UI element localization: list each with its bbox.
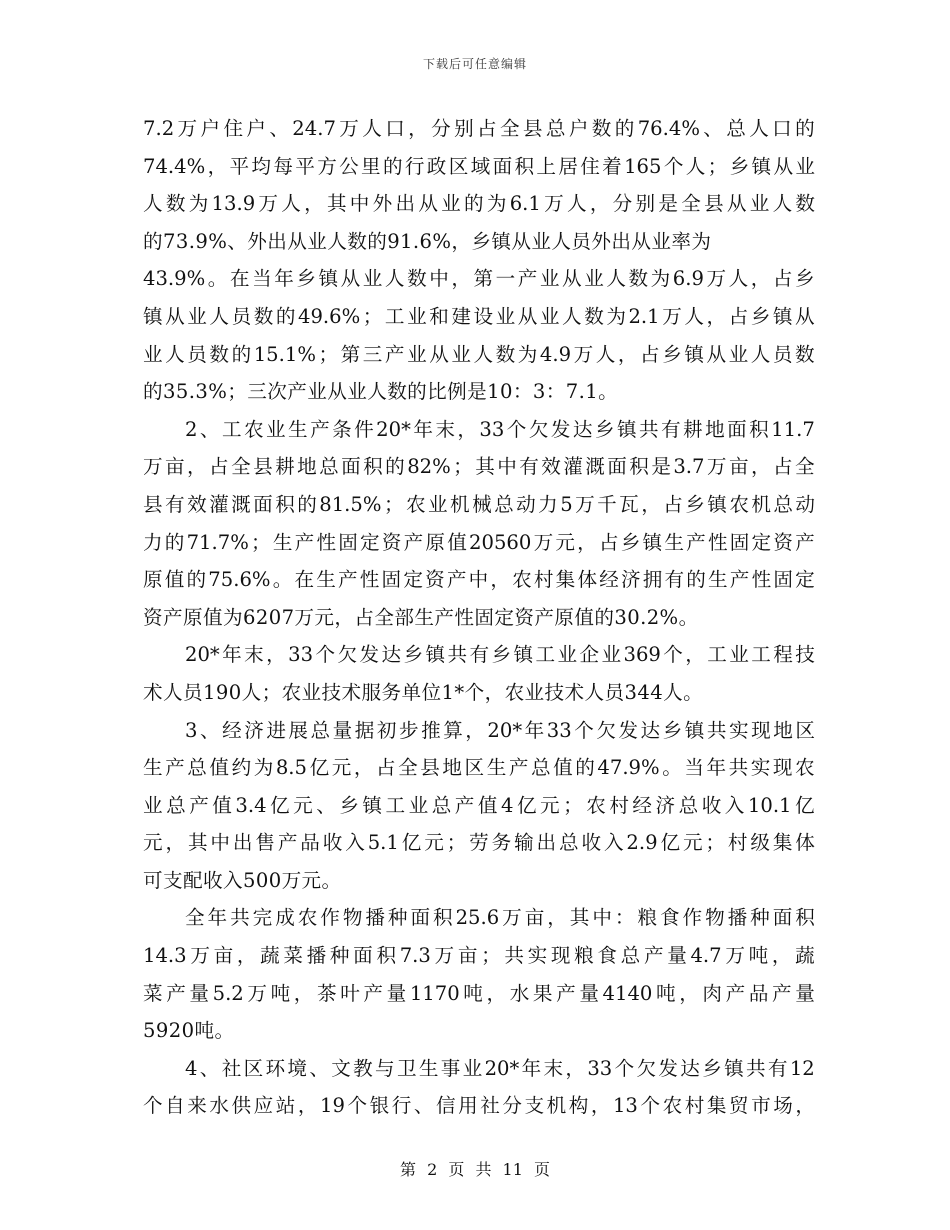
text-line: 元 ， 其 中 出 售 产 品 收 入 5.1 亿 元 ； 劳 务 输 出 总 收 入 2.9 亿 元 ； 村 级 集 体 [143, 831, 815, 855]
text-line: 业 人 员 数 的 15.1% ； 第 三 产 业 从 业 人 数 为 4.9 万 人 ， 占 乡 镇 从 业 人 员 数 [143, 342, 815, 366]
text-line: 原 值 的 75.6% 。 在 生 产 性 固 定 资 产 中 ， 农 村 集 体 经 济 拥 有 的 生 产 性 固 定 [143, 568, 815, 592]
page-header: 下载后可任意编辑 [422, 57, 527, 71]
text-line: 4 、 社 区 环 境 、 文 教 与 卫 生 事 业 20* 年 末 ， 33 个 欠 发 达 乡 镇 共 有 12 [185, 1056, 815, 1080]
text-line: 可支配收入500万元。 [143, 868, 342, 892]
document-body [143, 110, 815, 1125]
text-line: 生 产 总 值 约 为 8.5 亿 元 ， 占 全 县 地 区 生 产 总 值 的 47.9% 。 当 年 共 实 现 农 [143, 756, 815, 780]
text-line: 3 、 经 济 进 展 总 量 据 初 步 推 算 ， 20* 年 33 个 欠 发 达 乡 镇 共 实 现 地 区 [185, 718, 815, 742]
text-line: 14.3 万 亩 ， 蔬 菜 播 种 面 积 7.3 万 亩 ； 共 实 现 粮 食 总 产 量 4.7 万 吨 ， 蔬 [143, 944, 815, 968]
text-line: 5920吨。 [143, 1019, 235, 1043]
text-line: 业 总 产 值 3.4 亿 元 、 乡 镇 工 业 总 产 值 4 亿 元 ； 农 村 经 济 总 收 入 10.1 亿 [143, 793, 815, 817]
text-line: 菜 产 量 5.2 万 吨 ， 茶 叶 产 量 1170 吨 ， 水 果 产 量 4140 吨 ， 肉 产 品 产 量 [143, 981, 815, 1005]
text-line: 的35.3%；三次产业从业人数的比例是10：3：7.1。 [143, 380, 619, 404]
text-line: 个 自 来 水 供 应 站 ， 19 个 银 行 、 信 用 社 分 支 机 构 ， 13 个 农 村 集 贸 市 场 ， [143, 1094, 815, 1118]
text-line: 2 、 工 农 业 生 产 条 件 20* 年 末 ， 33 个 欠 发 达 乡 镇 共 有 耕 地 面 积 11.7 [185, 417, 815, 441]
text-line: 43.9% 。 在 当 年 乡 镇 从 业 人 数 中 ， 第 一 产 业 从 业 人 数 为 6.9 万 人 ， 占 乡 [143, 267, 815, 291]
text-line: 7.2 万 户 住 户 、 24.7 万 人 口 ， 分 别 占 全 县 总 户 数 的 76.4% 、 总 人 口 的 [143, 117, 815, 140]
text-line: 资产原值为6207万元，占全部生产性固定资产原值的30.2%。 [143, 605, 699, 629]
text-line: 的73.9%、外出从业人数的91.6%，乡镇从业人员外出从业率为 [143, 229, 712, 253]
text-line: 术人员190人；农业技术服务单位1*个，农业技术人员344人。 [143, 680, 704, 704]
text-line: 万 亩 ， 占 全 县 耕 地 总 面 积 的 82% ； 其 中 有 效 灌 溉 面 积 是 3.7 万 亩 ， 占 全 [143, 455, 815, 479]
text-line: 74.4% ， 平 均 每 平 方 公 里 的 行 政 区 域 面 积 上 居 住 着 165 个 人 ； 乡 镇 从 业 [143, 154, 815, 178]
text-line: 镇 从 业 人 员 数 的 49.6% ； 工 业 和 建 设 业 从 业 人 数 为 2.1 万 人 ， 占 乡 镇 从 [143, 304, 815, 328]
text-line: 县 有 效 灌 溉 面 积 的 81.5% ； 农 业 机 械 总 动 力 5 万 千 瓦 ， 占 乡 镇 农 机 总 动 [143, 492, 815, 516]
text-line: 20* 年 末 ， 33 个 欠 发 达 乡 镇 共 有 乡 镇 工 业 企 业 369 个 ， 工 业 工 程 技 [185, 643, 815, 667]
text-line: 全 年 共 完 成 农 作 物 播 种 面 积 25.6 万 亩 ， 其 中 ： 粮 食 作 物 播 种 面 积 [185, 906, 815, 930]
page-footer: 第 2 页 共 11 页 [400, 1160, 550, 1179]
text-line: 力 的 71.7% ； 生 产 性 固 定 资 产 原 值 20560 万 元 ， 占 乡 镇 生 产 性 固 定 资 产 [143, 530, 815, 554]
text-line: 人 数 为 13.9 万 人 ， 其 中 外 出 从 业 的 为 6.1 万 人 ， 分 别 是 全 县 从 业 人 数 [143, 192, 815, 216]
